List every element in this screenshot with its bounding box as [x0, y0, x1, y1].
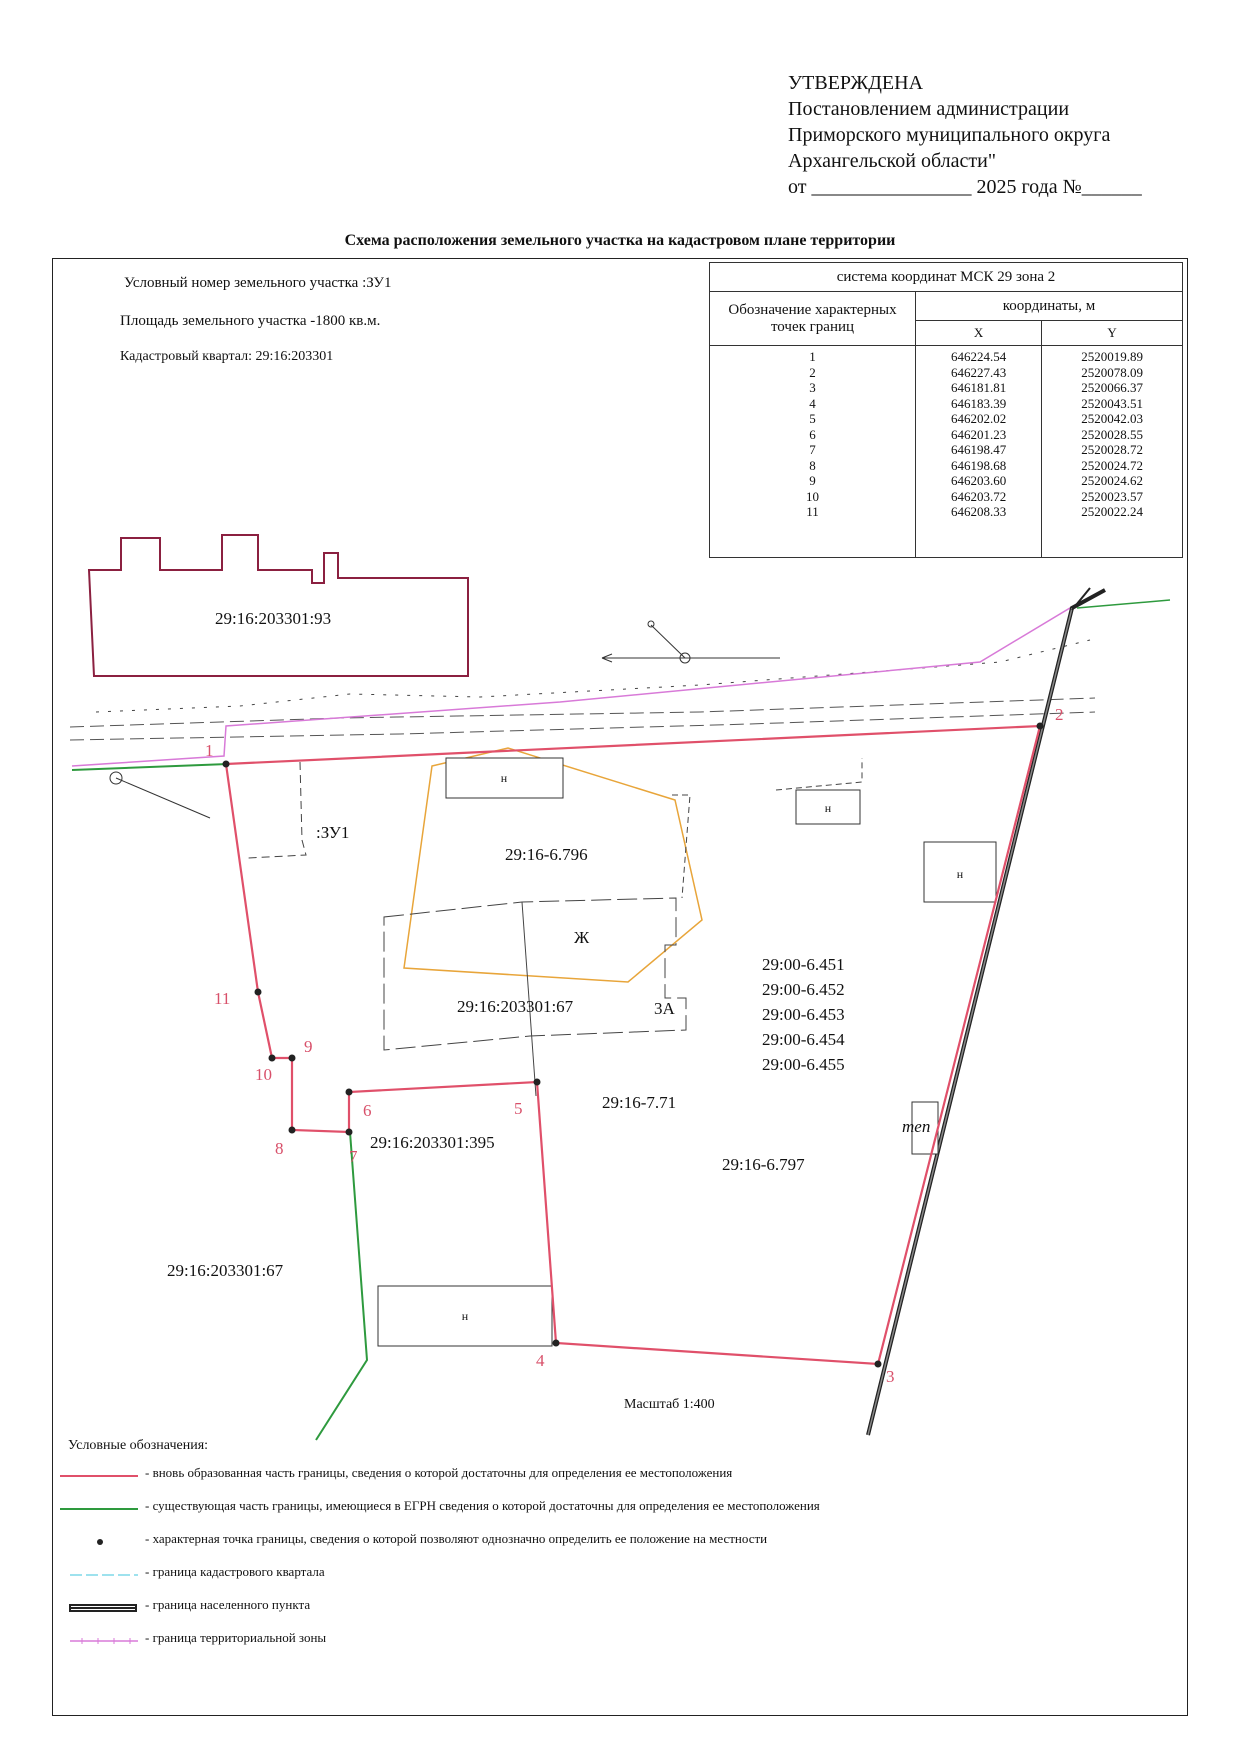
coord-row: [710, 396, 1183, 412]
scale-label: Масштаб 1:400: [624, 1397, 715, 1412]
label-zh: Ж: [574, 928, 590, 947]
label-3a: 3А: [654, 999, 675, 1018]
point-label-2: 2: [1055, 705, 1064, 724]
coord-cell-n: 8: [710, 458, 916, 474]
x-header: X: [916, 321, 1042, 346]
quarter-boundary-swatch: [60, 1569, 140, 1581]
coord-cell-n: 3: [710, 380, 916, 396]
coord-row: [710, 346, 1183, 365]
point-swatch: [60, 1536, 140, 1548]
existing-boundary-bottom: [316, 1132, 367, 1440]
coord-row: [710, 504, 1183, 520]
point-label-1: 1: [205, 741, 214, 760]
coord-cell-x: 646208.33: [916, 504, 1042, 520]
point-10: [269, 1055, 276, 1062]
coord-cell-x: 646181.81: [916, 380, 1042, 396]
point-6: [346, 1089, 353, 1096]
coord-cell-x: 646227.43: [916, 365, 1042, 381]
settlement-boundary-swatch: [60, 1602, 140, 1614]
coord-cell-n: 4: [710, 396, 916, 412]
coord-cell-n: 10: [710, 489, 916, 505]
y-header: Y: [1042, 321, 1183, 346]
point-9: [289, 1055, 296, 1062]
coord-cell-x: 646198.68: [916, 458, 1042, 474]
label-zu1: :ЗУ1: [316, 823, 350, 842]
label-67-upper: 29:16:203301:67: [457, 997, 574, 1016]
point-label-3: 3: [886, 1367, 895, 1386]
label-395: 29:16:203301:395: [370, 1133, 495, 1152]
point-8: [289, 1127, 296, 1134]
coord-row: [710, 442, 1183, 458]
coord-cell-y: 2520028.55: [1042, 427, 1183, 443]
coord-cell-x: 646183.39: [916, 396, 1042, 412]
coord-cell-x: 646203.72: [916, 489, 1042, 505]
point-label-5: 5: [514, 1099, 523, 1118]
point-label-4: 4: [536, 1351, 545, 1370]
coord-cell-x: 646198.47: [916, 442, 1042, 458]
label-67-lower: 29:16:203301:67: [167, 1261, 284, 1280]
point-4: [553, 1340, 560, 1347]
coord-row: [710, 365, 1183, 381]
coord-cell-n: 5: [710, 411, 916, 427]
zone-boundary-swatch: [60, 1635, 140, 1647]
legend-label: - граница территориальной зоны: [145, 1630, 327, 1645]
label-771: 29:16-7.71: [602, 1093, 677, 1112]
coord-row: [710, 380, 1183, 396]
label-452: 29:00-6.452: [762, 980, 845, 999]
coord-cell-x: 646201.23: [916, 427, 1042, 443]
approval-line-3: Приморского муниципального округа: [788, 124, 1111, 146]
coord-row: [710, 458, 1183, 474]
coord-cell-y: 2520078.09: [1042, 365, 1183, 381]
label-453: 29:00-6.453: [762, 1005, 845, 1024]
label-6797: 29:16-6.797: [722, 1155, 805, 1174]
parcel-area: Площадь земельного участка -1800 кв.м.: [120, 313, 381, 329]
legend-title: Условные обозначения:: [68, 1438, 209, 1453]
point-label-7: 7: [349, 1147, 358, 1166]
point-1: [223, 761, 230, 768]
coord-system-header: система координат МСК 29 зона 2: [710, 263, 1183, 292]
coord-cell-y: 2520066.37: [1042, 380, 1183, 396]
label-n-4: н: [461, 1309, 469, 1323]
road-dash-2: [70, 712, 1095, 740]
point-label-11: 11: [214, 989, 231, 1008]
coord-cell-n: 7: [710, 442, 916, 458]
coord-cell-x: 646224.54: [916, 346, 1042, 365]
legend-label: - существующая часть границы, имеющиеся в ЕГРН сведения о которой достаточны для определения ее местоположения: [145, 1498, 820, 1513]
coord-cell-n: 9: [710, 473, 916, 489]
point-5: [534, 1079, 541, 1086]
label-451: 29:00-6.451: [762, 955, 845, 974]
new-boundary: [226, 726, 1040, 1364]
pole-arrow: [116, 778, 210, 818]
existing-boundary-swatch: [60, 1503, 140, 1515]
legend-label: - вновь образованная часть границы, сведения о которой достаточны для определения ее местоположения: [145, 1465, 733, 1480]
coord-row: [710, 473, 1183, 489]
coord-row: [710, 489, 1183, 505]
point-11: [255, 989, 262, 996]
coord-cell-y: 2520024.62: [1042, 473, 1183, 489]
label-93: 29:16:203301:93: [215, 609, 332, 628]
coord-cell-n: 2: [710, 365, 916, 381]
label-455: 29:00-6.455: [762, 1055, 845, 1074]
approval-line-5: от ________________ 2025 года №______: [788, 176, 1142, 198]
point-label-9: 9: [304, 1037, 313, 1056]
label-454: 29:00-6.454: [762, 1030, 845, 1049]
label-n-3: н: [956, 867, 964, 881]
point-3: [875, 1361, 882, 1368]
existing-boundary-right: [1077, 600, 1170, 608]
parcel-number: Условный номер земельного участка :ЗУ1: [124, 275, 392, 291]
point-label-6: 6: [363, 1101, 372, 1120]
coord-cell-y: 2520028.72: [1042, 442, 1183, 458]
cadastral-quarter: Кадастровый квартал: 29:16:203301: [120, 349, 334, 364]
building-93-outline: [89, 535, 468, 676]
point-2: [1037, 723, 1044, 730]
coordinates-table: [709, 262, 1183, 558]
coords-header: координаты, м: [916, 292, 1183, 321]
label-n-1: н: [500, 771, 508, 785]
coord-cell-y: 2520019.89: [1042, 346, 1183, 365]
approval-line-2: Постановлением администрации: [788, 98, 1070, 120]
coord-cell-n: 6: [710, 427, 916, 443]
coord-cell-n: 11: [710, 504, 916, 520]
point-label-10: 10: [255, 1065, 272, 1084]
settlement-boundary: [868, 590, 1105, 1435]
approval-line-4: Архангельской области": [788, 150, 996, 172]
legend-label: - характерная точка границы, сведения о которой позволяют однозначно определить ее положение на местности: [145, 1531, 768, 1546]
new-boundary-swatch: [60, 1470, 140, 1482]
label-n-2: н: [824, 801, 832, 815]
road-dash-1: [70, 698, 1095, 727]
point-label-8: 8: [275, 1139, 284, 1158]
zone-boundary: [72, 605, 1080, 766]
legend-label: - граница кадастрового квартала: [145, 1564, 325, 1579]
points-header: Обозначение характерных точек границ: [710, 292, 916, 346]
legend-label: - граница населенного пункта: [145, 1597, 311, 1612]
coord-cell-x: 646202.02: [916, 411, 1042, 427]
label-tep: теп: [902, 1117, 931, 1136]
coord-cell-y: 2520024.72: [1042, 458, 1183, 474]
building-zh-outline: [384, 898, 686, 1050]
coord-cell-y: 2520043.51: [1042, 396, 1183, 412]
label-6796: 29:16-6.796: [505, 845, 588, 864]
point-7: [346, 1129, 353, 1136]
coord-row: [710, 411, 1183, 427]
coord-row: [710, 427, 1183, 443]
scheme-title: Схема расположения земельного участка на кадастровом плане территории: [344, 232, 896, 249]
coord-cell-y: 2520042.03: [1042, 411, 1183, 427]
coord-filler-row: [710, 520, 1183, 558]
approval-line-1: УТВЕРЖДЕНА: [788, 72, 924, 94]
zu1-outline: [248, 762, 306, 858]
coord-cell-n: 1: [710, 346, 916, 365]
coord-cell-y: 2520022.24: [1042, 504, 1183, 520]
coord-cell-y: 2520023.57: [1042, 489, 1183, 505]
coord-cell-x: 646203.60: [916, 473, 1042, 489]
